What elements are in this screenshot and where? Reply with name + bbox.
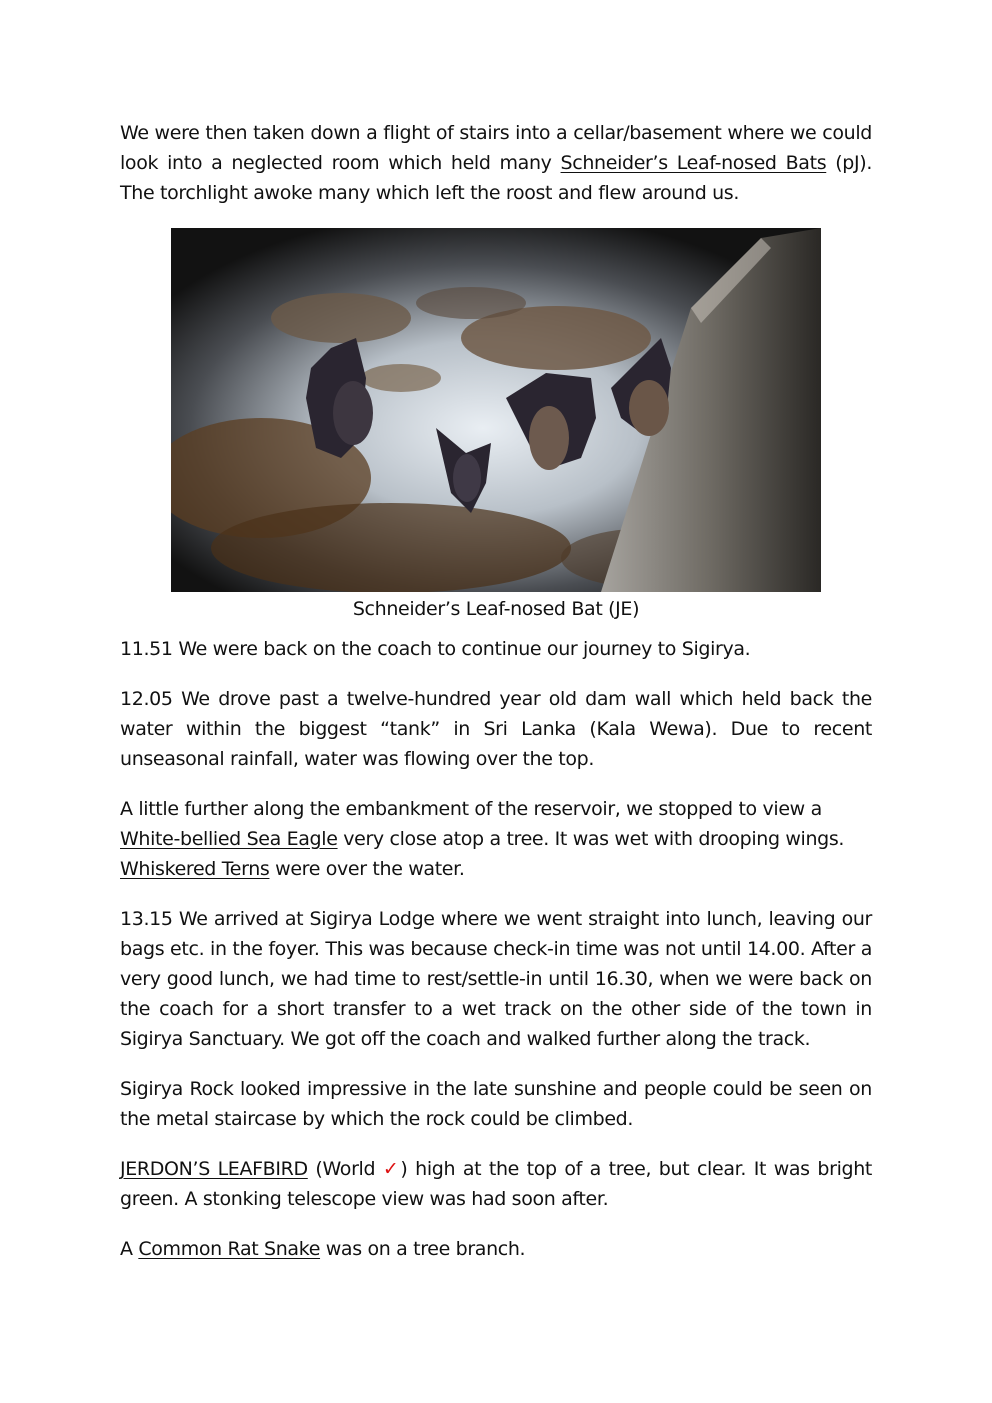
paragraph-sigirya-lodge: 13.15 We arrived at Sigirya Lodge where we went straight into lunch, leaving our bags etc. in the foyer. This was because check-in time was not until 14.00. After a very good lunch, we had time to rest/settle-in until 16.30, when we were back on the coach for a short transfer to a wet track on the other side of the town in Sigirya Sanctuary. We got off the coach and walked further along the track. — [120, 908, 872, 1050]
paragraph-jerdons-leafbird — [120, 1154, 872, 1214]
species-schneiders-leaf-nosed-bats: Schneider’s Leaf-nosed Bats — [560, 152, 827, 174]
figure-caption: Schneider’s Leaf-nosed Bat (JE) — [352, 598, 640, 620]
species-white-bellied-sea-eagle: White-bellied Sea Eagle — [120, 828, 338, 850]
paragraph-sea-eagle — [120, 794, 872, 884]
text-segment: very close atop a tree. It was wet with drooping wings. — [337, 828, 845, 850]
paragraph-dam-wall: 12.05 We drove past a twelve-hundred year old dam wall which held back the water within the biggest “tank” in Sri Lanka (Kala Wewa). Due to recent unseasonal rainfall, water was flowing over the top. — [120, 688, 872, 770]
check-mark-icon: ✓ — [382, 1158, 401, 1180]
document-page — [120, 118, 872, 1284]
text-segment: A little further along the embankment of the reservoir, we stopped to view a — [120, 798, 822, 820]
paragraph-rat-snake — [120, 1234, 872, 1264]
text-segment: was on a tree branch. — [320, 1238, 526, 1260]
bat-photo-figure — [120, 228, 872, 624]
text-segment: were over the water. — [269, 858, 465, 880]
text-segment: We were then taken down a flight of stairs into a cellar/basement where we could look into a neglected room which held many — [120, 122, 872, 174]
text-segment: (World — [307, 1158, 383, 1180]
text-segment: ) high at the top of a tree, but clear. It was bright green. A stonking telescope view was had soon after. — [120, 1158, 872, 1210]
species-whiskered-terns: Whiskered Terns — [120, 858, 270, 880]
paragraph-back-on-coach: 11.51 We were back on the coach to continue our journey to Sigirya. — [120, 638, 751, 660]
paragraph-basement-bats — [120, 118, 872, 208]
paragraph-sigirya-rock: Sigirya Rock looked impressive in the late sunshine and people could be seen on the metal staircase by which the rock could be climbed. — [120, 1078, 872, 1130]
text-segment: (pJ). The torchlight awoke many which left the roost and flew around us. — [120, 152, 873, 204]
species-jerdons-leafbird: JERDON’S LEAFBIRD — [120, 1158, 308, 1180]
text-segment: A — [120, 1238, 139, 1260]
species-common-rat-snake: Common Rat Snake — [138, 1238, 321, 1260]
bat-photo — [171, 228, 821, 592]
